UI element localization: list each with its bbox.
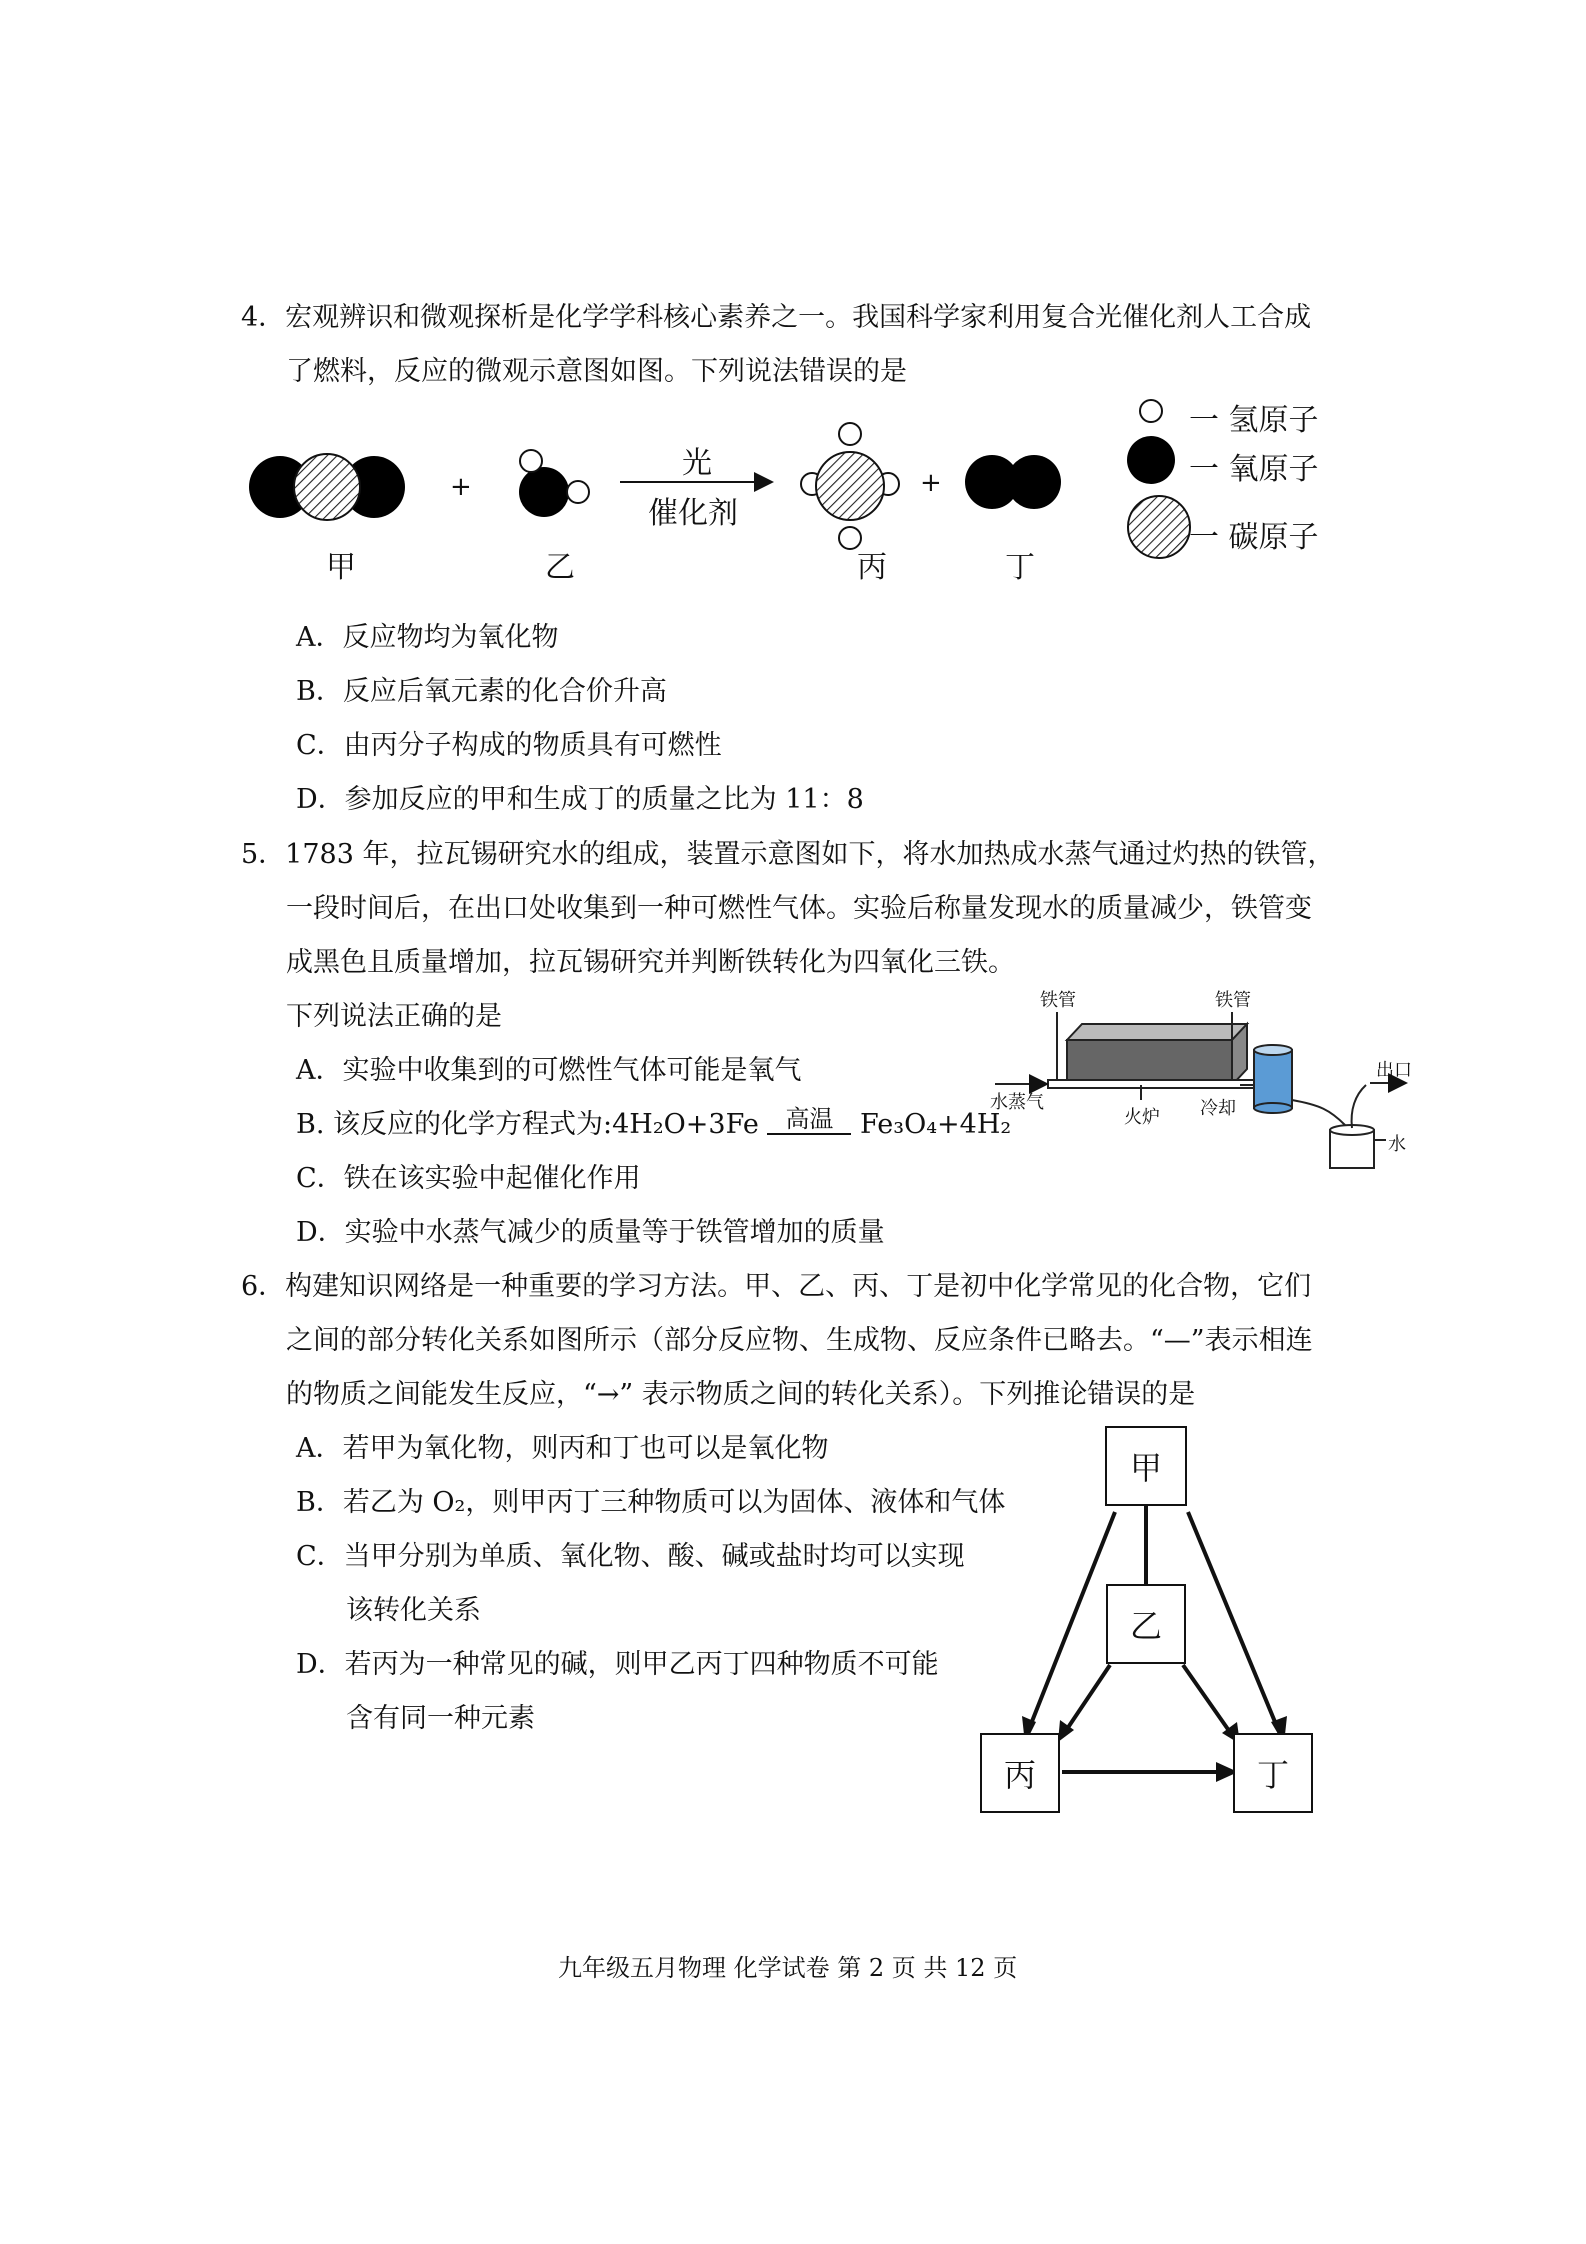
legend-oxygen-icon bbox=[1127, 436, 1175, 484]
q5-stem-line1: 5．1783 年，拉瓦锡研究水的组成，装置示意图如下，将水加热成水蒸气通过灼热的铁管， bbox=[241, 839, 1335, 870]
q6-option-b: B．若乙为 O₂，则甲丙丁三种物质可以为固体、液体和气体 bbox=[296, 1487, 1006, 1518]
node-jia: 甲 bbox=[1105, 1426, 1187, 1506]
plus-sign-1: + bbox=[450, 472, 472, 502]
q6-stem-line2: 之间的部分转化关系如图所示（部分反应物、生成物、反应条件已略去。“—”表示相连 bbox=[286, 1325, 1313, 1356]
q6-option-a: A．若甲为氧化物，则丙和丁也可以是氧化物 bbox=[296, 1433, 829, 1464]
q5-stem-line4: 下列说法正确的是 bbox=[286, 1001, 502, 1032]
legend-carbon-label: 一 碳原子 bbox=[1189, 520, 1319, 555]
q6-stem-line3: 的物质之间能发生反应，“→” 表示物质之间的转化关系）。下列推论错误的是 bbox=[286, 1379, 1196, 1410]
apparatus-label-steam: 水蒸气 bbox=[990, 1092, 1044, 1113]
q5-equation-left: 4H₂O+3Fe bbox=[612, 1109, 759, 1140]
label-yi: 乙 bbox=[545, 550, 575, 585]
q5-option-c: C．铁在该实验中起催化作用 bbox=[296, 1163, 641, 1194]
legend-atoms bbox=[1127, 400, 1190, 558]
q4-stem-line1: 4．宏观辨识和微观探析是化学学科核心素养之一。我国科学家利用复合光催化剂人工合成 bbox=[241, 302, 1312, 333]
q4-option-a: A．反应物均为氧化物 bbox=[296, 622, 559, 653]
edge-jia-bing bbox=[1027, 1512, 1115, 1734]
label-jia: 甲 bbox=[326, 550, 356, 585]
label-ding: 丁 bbox=[1005, 550, 1035, 585]
apparatus-label-water: 水 bbox=[1388, 1134, 1406, 1155]
node-bing: 丙 bbox=[980, 1733, 1060, 1813]
q6-stem-line1: 6．构建知识网络是一种重要的学习方法。甲、乙、丙、丁是初中化学常见的化合物，它们 bbox=[241, 1271, 1312, 1302]
node-ding: 丁 bbox=[1233, 1733, 1313, 1813]
q5-stem-line2: 一段时间后，在出口处收集到一种可燃性气体。实验后称量发现水的质量减少，铁管变 bbox=[286, 893, 1312, 924]
q5-equation-right: Fe₃O₄+4H₂ bbox=[860, 1109, 1012, 1140]
q6-option-c-line2: 该转化关系 bbox=[346, 1595, 481, 1626]
q5-option-a: A．实验中收集到的可燃性气体可能是氧气 bbox=[296, 1055, 802, 1086]
q6-option-c-line1: C．当甲分别为单质、氧化物、酸、碱或盐时均可以实现 bbox=[296, 1541, 965, 1572]
legend-carbon-icon bbox=[1128, 496, 1190, 558]
q4-stem-line2: 了燃料，反应的微观示意图如图。下列说法错误的是 bbox=[286, 356, 907, 387]
molecule-ding-o2 bbox=[965, 455, 1061, 509]
q5-equation-condition: 高温 bbox=[767, 1105, 851, 1135]
edge-yi-bing bbox=[1065, 1665, 1110, 1732]
reaction-condition-catalyst: 催化剂 bbox=[648, 496, 738, 531]
apparatus-label-iron-tube-right: 铁管 bbox=[1215, 990, 1251, 1011]
apparatus-label-outlet: 出口 bbox=[1376, 1060, 1412, 1081]
apparatus-label-furnace: 火炉 bbox=[1124, 1107, 1160, 1128]
apparatus-label-iron-tube-left: 铁管 bbox=[1040, 990, 1076, 1011]
edge-jia-ding bbox=[1188, 1512, 1280, 1734]
q5-option-b bbox=[296, 1107, 1011, 1143]
q4-option-d: D．参加反应的甲和生成丁的质量之比为 11：8 bbox=[296, 784, 864, 815]
q4-option-c: C．由丙分子构成的物质具有可燃性 bbox=[296, 730, 722, 761]
q4-option-b: B．反应后氧元素的化合价升高 bbox=[296, 676, 667, 707]
molecule-yi-h2o bbox=[519, 450, 589, 517]
legend-hydrogen-icon bbox=[1140, 400, 1162, 422]
molecule-jia-co2 bbox=[249, 454, 405, 520]
legend-hydrogen-label: 一 氢原子 bbox=[1189, 403, 1319, 438]
q5-apparatus bbox=[995, 1012, 1404, 1168]
molecule-bing-ch4 bbox=[801, 423, 899, 549]
label-bing: 丙 bbox=[857, 550, 887, 585]
q6-option-d-line2: 含有同一种元素 bbox=[346, 1703, 535, 1734]
plus-sign-2: + bbox=[920, 468, 942, 498]
q5-option-b-prefix: B. 该反应的化学方程式为: bbox=[296, 1109, 613, 1140]
q5-stem-line3: 成黑色且质量增加，拉瓦锡研究并判断铁转化为四氧化三铁。 bbox=[286, 947, 1015, 978]
q5-option-d: D．实验中水蒸气减少的质量等于铁管增加的质量 bbox=[296, 1217, 885, 1248]
node-yi: 乙 bbox=[1106, 1584, 1186, 1664]
edge-yi-ding bbox=[1183, 1665, 1232, 1735]
apparatus-label-cooling: 冷却 bbox=[1200, 1098, 1236, 1119]
page-footer: 九年级五月物理 化学试卷 第 2 页 共 12 页 bbox=[558, 1954, 1018, 1982]
legend-oxygen-label: 一 氧原子 bbox=[1189, 452, 1319, 487]
q6-option-d-line1: D．若丙为一种常见的碱，则甲乙丙丁四种物质不可能 bbox=[296, 1649, 939, 1680]
reaction-condition-light: 光 bbox=[682, 446, 712, 481]
